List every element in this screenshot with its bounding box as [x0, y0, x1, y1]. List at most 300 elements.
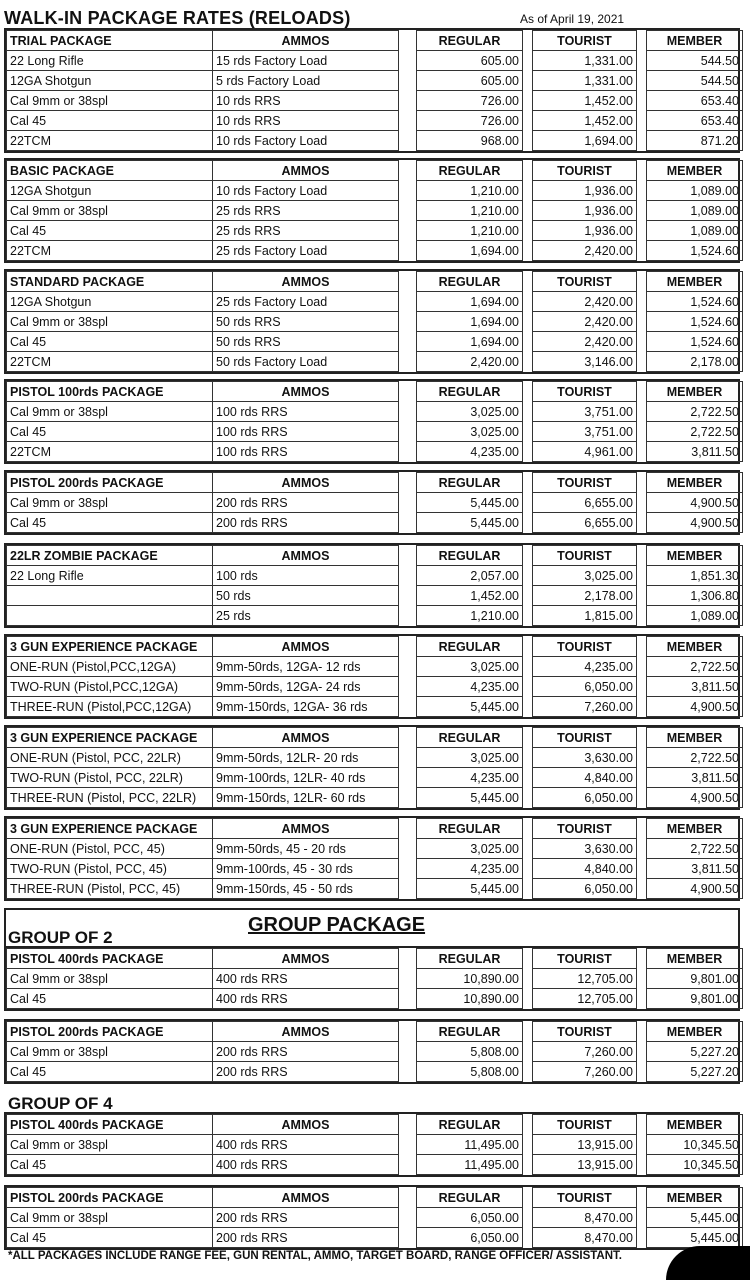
column-gap [399, 969, 417, 989]
column-gap [399, 181, 417, 201]
column-gap [637, 382, 647, 402]
package-name: 3 GUN EXPERIENCE PACKAGE [7, 637, 213, 657]
package-table [6, 160, 743, 261]
column-gap [637, 292, 647, 312]
column-gap [523, 111, 533, 131]
package-section [4, 725, 740, 810]
regular-price-cell: 10,890.00 [417, 989, 523, 1009]
package-section [4, 470, 740, 535]
column-gap [523, 989, 533, 1009]
column-gap [523, 1115, 533, 1135]
ammos-header: AMMOS [213, 819, 399, 839]
member-price-cell: 3,811.50 [647, 768, 743, 788]
column-gap [637, 422, 647, 442]
tourist-price-cell: 1,936.00 [533, 181, 637, 201]
member-price-cell: 2,722.50 [647, 839, 743, 859]
column-gap [637, 473, 647, 493]
column-gap [523, 473, 533, 493]
package-table [6, 545, 743, 626]
table-row [7, 1208, 743, 1228]
table-row [7, 422, 743, 442]
column-gap [523, 788, 533, 808]
ammo-cell: 200 rds RRS [213, 1062, 399, 1082]
column-gap [637, 606, 647, 626]
firearm-cell: TWO-RUN (Pistol, PCC, 22LR) [7, 768, 213, 788]
regular-header: REGULAR [417, 382, 523, 402]
firearm-cell: Cal 45 [7, 111, 213, 131]
column-gap [523, 51, 533, 71]
regular-price-cell: 2,057.00 [417, 566, 523, 586]
member-price-cell: 9,801.00 [647, 989, 743, 1009]
member-header: MEMBER [647, 31, 743, 51]
member-header: MEMBER [647, 473, 743, 493]
tourist-price-cell: 4,840.00 [533, 859, 637, 879]
column-gap [523, 1022, 533, 1042]
member-price-cell: 653.40 [647, 91, 743, 111]
table-row [7, 402, 743, 422]
member-price-cell: 1,306.80 [647, 586, 743, 606]
column-gap [523, 859, 533, 879]
ammo-cell: 9mm-150rds, 12LR- 60 rds [213, 788, 399, 808]
column-gap [399, 566, 417, 586]
package-name: STANDARD PACKAGE [7, 272, 213, 292]
table-row [7, 606, 743, 626]
package-name: 3 GUN EXPERIENCE PACKAGE [7, 728, 213, 748]
tourist-price-cell: 1,936.00 [533, 221, 637, 241]
member-header: MEMBER [647, 161, 743, 181]
column-gap [523, 352, 533, 372]
regular-header: REGULAR [417, 1115, 523, 1135]
member-header: MEMBER [647, 546, 743, 566]
column-gap [399, 859, 417, 879]
tourist-price-cell: 8,470.00 [533, 1208, 637, 1228]
tourist-header: TOURIST [533, 637, 637, 657]
tourist-price-cell: 1,815.00 [533, 606, 637, 626]
tourist-price-cell: 1,694.00 [533, 131, 637, 151]
table-row [7, 677, 743, 697]
firearm-cell: Cal 9mm or 38spl [7, 1042, 213, 1062]
column-gap [399, 161, 417, 181]
package-section [4, 634, 740, 719]
column-gap [399, 493, 417, 513]
package-table [6, 818, 743, 899]
tourist-price-cell: 13,915.00 [533, 1155, 637, 1175]
firearm-cell: ONE-RUN (Pistol,PCC,12GA) [7, 657, 213, 677]
member-price-cell: 1,524.60 [647, 332, 743, 352]
ammo-cell: 200 rds RRS [213, 1228, 399, 1248]
package-section [4, 1185, 740, 1250]
member-price-cell: 1,089.00 [647, 181, 743, 201]
column-gap [637, 768, 647, 788]
column-gap [399, 241, 417, 261]
table-row [7, 586, 743, 606]
table-row [7, 71, 743, 91]
package-section [4, 28, 740, 153]
member-price-cell: 2,722.50 [647, 657, 743, 677]
column-gap [523, 312, 533, 332]
tourist-price-cell: 7,260.00 [533, 1042, 637, 1062]
package-section [4, 379, 740, 464]
ammo-cell: 25 rds Factory Load [213, 241, 399, 261]
table-row [7, 51, 743, 71]
table-row [7, 1135, 743, 1155]
member-price-cell: 3,811.50 [647, 677, 743, 697]
table-row [7, 332, 743, 352]
column-gap [399, 1062, 417, 1082]
ammo-cell: 9mm-100rds, 12LR- 40 rds [213, 768, 399, 788]
column-gap [399, 989, 417, 1009]
ammo-cell: 50 rds RRS [213, 332, 399, 352]
tourist-price-cell: 2,178.00 [533, 586, 637, 606]
table-row [7, 181, 743, 201]
table-row [7, 1042, 743, 1062]
package-table [6, 1187, 743, 1248]
column-gap [523, 1042, 533, 1062]
tourist-header: TOURIST [533, 819, 637, 839]
package-table [6, 1021, 743, 1082]
table-row [7, 657, 743, 677]
regular-price-cell: 968.00 [417, 131, 523, 151]
column-gap [637, 1208, 647, 1228]
column-gap [523, 1208, 533, 1228]
ammo-cell: 9mm-150rds, 12GA- 36 rds [213, 697, 399, 717]
table-header-row [7, 546, 743, 566]
tourist-price-cell: 4,961.00 [533, 442, 637, 462]
column-gap [637, 637, 647, 657]
tourist-price-cell: 3,630.00 [533, 839, 637, 859]
table-row [7, 1155, 743, 1175]
table-header-row [7, 819, 743, 839]
member-price-cell: 5,227.20 [647, 1062, 743, 1082]
column-gap [523, 422, 533, 442]
group-package-heading: GROUP PACKAGE [248, 914, 426, 936]
ammo-cell: 9mm-150rds, 45 - 50 rds [213, 879, 399, 899]
column-gap [523, 728, 533, 748]
table-row [7, 241, 743, 261]
ammos-header: AMMOS [213, 1115, 399, 1135]
ammo-cell: 200 rds RRS [213, 493, 399, 513]
table-header-row [7, 1022, 743, 1042]
ammo-cell: 100 rds [213, 566, 399, 586]
firearm-cell: TWO-RUN (Pistol,PCC,12GA) [7, 677, 213, 697]
table-row [7, 513, 743, 533]
table-row [7, 697, 743, 717]
as-of-date: As of April 19, 2021 [520, 12, 625, 26]
regular-price-cell: 3,025.00 [417, 402, 523, 422]
column-gap [399, 513, 417, 533]
firearm-cell: Cal 45 [7, 1062, 213, 1082]
column-gap [523, 1228, 533, 1248]
firearm-cell: Cal 9mm or 38spl [7, 1208, 213, 1228]
column-gap [637, 546, 647, 566]
column-gap [399, 201, 417, 221]
column-gap [399, 31, 417, 51]
column-gap [523, 586, 533, 606]
column-gap [523, 677, 533, 697]
member-price-cell: 3,811.50 [647, 859, 743, 879]
firearm-cell: Cal 45 [7, 1228, 213, 1248]
column-gap [637, 748, 647, 768]
column-gap [399, 51, 417, 71]
member-header: MEMBER [647, 949, 743, 969]
column-gap [637, 272, 647, 292]
member-price-cell: 2,722.50 [647, 422, 743, 442]
regular-header: REGULAR [417, 31, 523, 51]
package-table [6, 271, 743, 372]
package-name: TRIAL PACKAGE [7, 31, 213, 51]
member-price-cell: 1,524.60 [647, 292, 743, 312]
package-section [4, 543, 740, 628]
regular-header: REGULAR [417, 949, 523, 969]
member-price-cell: 1,524.60 [647, 312, 743, 332]
package-section [4, 1112, 740, 1177]
table-row [7, 221, 743, 241]
column-gap [637, 1135, 647, 1155]
column-gap [399, 879, 417, 899]
ammo-cell: 400 rds RRS [213, 969, 399, 989]
regular-price-cell: 5,445.00 [417, 493, 523, 513]
column-gap [523, 493, 533, 513]
package-name: PISTOL 100rds PACKAGE [7, 382, 213, 402]
tourist-price-cell: 13,915.00 [533, 1135, 637, 1155]
ammos-header: AMMOS [213, 161, 399, 181]
column-gap [523, 839, 533, 859]
group-of-4-label: GROUP OF 4 [8, 1094, 113, 1113]
column-gap [399, 657, 417, 677]
table-header-row [7, 1188, 743, 1208]
column-gap [637, 879, 647, 899]
regular-price-cell: 5,445.00 [417, 513, 523, 533]
ammos-header: AMMOS [213, 1188, 399, 1208]
table-header-row [7, 637, 743, 657]
member-price-cell: 10,345.50 [647, 1135, 743, 1155]
column-gap [523, 546, 533, 566]
package-name: PISTOL 200rds PACKAGE [7, 1022, 213, 1042]
ammo-cell: 9mm-50rds, 12GA- 12 rds [213, 657, 399, 677]
column-gap [637, 1062, 647, 1082]
regular-header: REGULAR [417, 272, 523, 292]
ammo-cell: 200 rds RRS [213, 1208, 399, 1228]
ammos-header: AMMOS [213, 272, 399, 292]
regular-price-cell: 3,025.00 [417, 657, 523, 677]
column-gap [523, 221, 533, 241]
ammo-cell: 200 rds RRS [213, 1042, 399, 1062]
column-gap [399, 1208, 417, 1228]
table-row [7, 768, 743, 788]
table-row [7, 352, 743, 372]
regular-header: REGULAR [417, 637, 523, 657]
column-gap [637, 111, 647, 131]
ammo-cell: 9mm-100rds, 45 - 30 rds [213, 859, 399, 879]
regular-header: REGULAR [417, 728, 523, 748]
column-gap [399, 1042, 417, 1062]
column-gap [523, 91, 533, 111]
member-price-cell: 653.40 [647, 111, 743, 131]
member-price-cell: 5,445.00 [647, 1228, 743, 1248]
column-gap [523, 402, 533, 422]
tourist-price-cell: 7,260.00 [533, 697, 637, 717]
ammo-cell: 9mm-50rds, 12LR- 20 rds [213, 748, 399, 768]
firearm-cell: Cal 45 [7, 221, 213, 241]
column-gap [637, 969, 647, 989]
column-gap [637, 1042, 647, 1062]
table-row [7, 879, 743, 899]
column-gap [399, 788, 417, 808]
column-gap [399, 677, 417, 697]
column-gap [399, 1188, 417, 1208]
column-gap [637, 1022, 647, 1042]
tourist-price-cell: 3,146.00 [533, 352, 637, 372]
firearm-cell: ONE-RUN (Pistol, PCC, 45) [7, 839, 213, 859]
regular-price-cell: 6,050.00 [417, 1208, 523, 1228]
ammo-cell: 100 rds RRS [213, 402, 399, 422]
column-gap [399, 473, 417, 493]
regular-price-cell: 1,452.00 [417, 586, 523, 606]
firearm-cell: Cal 9mm or 38spl [7, 91, 213, 111]
regular-header: REGULAR [417, 819, 523, 839]
regular-price-cell: 726.00 [417, 111, 523, 131]
tourist-price-cell: 1,452.00 [533, 111, 637, 131]
column-gap [399, 312, 417, 332]
table-row [7, 839, 743, 859]
column-gap [523, 31, 533, 51]
regular-price-cell: 1,210.00 [417, 221, 523, 241]
member-header: MEMBER [647, 1115, 743, 1135]
tourist-header: TOURIST [533, 949, 637, 969]
ammo-cell: 400 rds RRS [213, 1155, 399, 1175]
firearm-cell: 22TCM [7, 131, 213, 151]
firearm-cell: Cal 45 [7, 989, 213, 1009]
column-gap [399, 697, 417, 717]
table-row [7, 748, 743, 768]
package-table [6, 636, 743, 717]
tourist-price-cell: 6,050.00 [533, 788, 637, 808]
column-gap [399, 1228, 417, 1248]
tourist-price-cell: 6,050.00 [533, 677, 637, 697]
regular-price-cell: 2,420.00 [417, 352, 523, 372]
regular-price-cell: 6,050.00 [417, 1228, 523, 1248]
tourist-price-cell: 2,420.00 [533, 292, 637, 312]
column-gap [399, 1155, 417, 1175]
package-table [6, 948, 743, 1009]
column-gap [399, 728, 417, 748]
column-gap [637, 657, 647, 677]
package-name: PISTOL 400rds PACKAGE [7, 1115, 213, 1135]
member-price-cell: 1,851.30 [647, 566, 743, 586]
column-gap [523, 1155, 533, 1175]
regular-header: REGULAR [417, 161, 523, 181]
tourist-price-cell: 4,235.00 [533, 657, 637, 677]
member-price-cell: 4,900.50 [647, 513, 743, 533]
column-gap [637, 221, 647, 241]
member-price-cell: 4,900.50 [647, 493, 743, 513]
tourist-price-cell: 1,331.00 [533, 51, 637, 71]
column-gap [637, 859, 647, 879]
ammo-cell: 10 rds RRS [213, 91, 399, 111]
column-gap [523, 161, 533, 181]
ammo-cell: 10 rds Factory Load [213, 131, 399, 151]
member-price-cell: 2,722.50 [647, 748, 743, 768]
firearm-cell: 22TCM [7, 241, 213, 261]
package-section [4, 816, 740, 901]
package-table [6, 472, 743, 533]
column-gap [523, 131, 533, 151]
ammo-cell: 9mm-50rds, 12GA- 24 rds [213, 677, 399, 697]
tourist-price-cell: 2,420.00 [533, 241, 637, 261]
firearm-cell: Cal 9mm or 38spl [7, 1135, 213, 1155]
column-gap [399, 1115, 417, 1135]
column-gap [399, 839, 417, 859]
column-gap [637, 31, 647, 51]
package-table [6, 727, 743, 808]
column-gap [399, 221, 417, 241]
tourist-price-cell: 6,655.00 [533, 493, 637, 513]
column-gap [399, 606, 417, 626]
member-price-cell: 544.50 [647, 71, 743, 91]
member-header: MEMBER [647, 1022, 743, 1042]
ammo-cell: 50 rds RRS [213, 312, 399, 332]
ammo-cell: 15 rds Factory Load [213, 51, 399, 71]
firearm-cell: 12GA Shotgun [7, 181, 213, 201]
column-gap [637, 201, 647, 221]
firearm-cell: 22 Long Rifle [7, 51, 213, 71]
ammos-header: AMMOS [213, 382, 399, 402]
column-gap [637, 788, 647, 808]
regular-price-cell: 3,025.00 [417, 422, 523, 442]
firearm-cell: Cal 9mm or 38spl [7, 201, 213, 221]
column-gap [523, 768, 533, 788]
firearm-cell: THREE-RUN (Pistol,PCC,12GA) [7, 697, 213, 717]
column-gap [637, 402, 647, 422]
regular-header: REGULAR [417, 546, 523, 566]
column-gap [637, 989, 647, 1009]
column-gap [637, 1188, 647, 1208]
ammo-cell: 200 rds RRS [213, 513, 399, 533]
table-header-row [7, 161, 743, 181]
column-gap [399, 1022, 417, 1042]
tourist-header: TOURIST [533, 1115, 637, 1135]
firearm-cell: Cal 45 [7, 332, 213, 352]
column-gap [399, 131, 417, 151]
firearm-cell: Cal 45 [7, 513, 213, 533]
package-name: PISTOL 200rds PACKAGE [7, 473, 213, 493]
ammo-cell: 5 rds Factory Load [213, 71, 399, 91]
tourist-price-cell: 4,840.00 [533, 768, 637, 788]
firearm-cell: 22 Long Rifle [7, 566, 213, 586]
column-gap [523, 71, 533, 91]
regular-price-cell: 4,235.00 [417, 677, 523, 697]
tourist-price-cell: 3,630.00 [533, 748, 637, 768]
tourist-price-cell: 1,936.00 [533, 201, 637, 221]
table-row [7, 1062, 743, 1082]
column-gap [399, 949, 417, 969]
tourist-header: TOURIST [533, 161, 637, 181]
tourist-price-cell: 3,751.00 [533, 422, 637, 442]
ammo-cell: 10 rds Factory Load [213, 181, 399, 201]
member-price-cell: 1,089.00 [647, 221, 743, 241]
column-gap [637, 819, 647, 839]
member-price-cell: 3,811.50 [647, 442, 743, 462]
column-gap [399, 91, 417, 111]
regular-header: REGULAR [417, 473, 523, 493]
ammo-cell: 25 rds Factory Load [213, 292, 399, 312]
tourist-price-cell: 6,655.00 [533, 513, 637, 533]
member-price-cell: 4,900.50 [647, 788, 743, 808]
member-header: MEMBER [647, 637, 743, 657]
ammo-cell: 100 rds RRS [213, 422, 399, 442]
column-gap [523, 697, 533, 717]
column-gap [637, 312, 647, 332]
